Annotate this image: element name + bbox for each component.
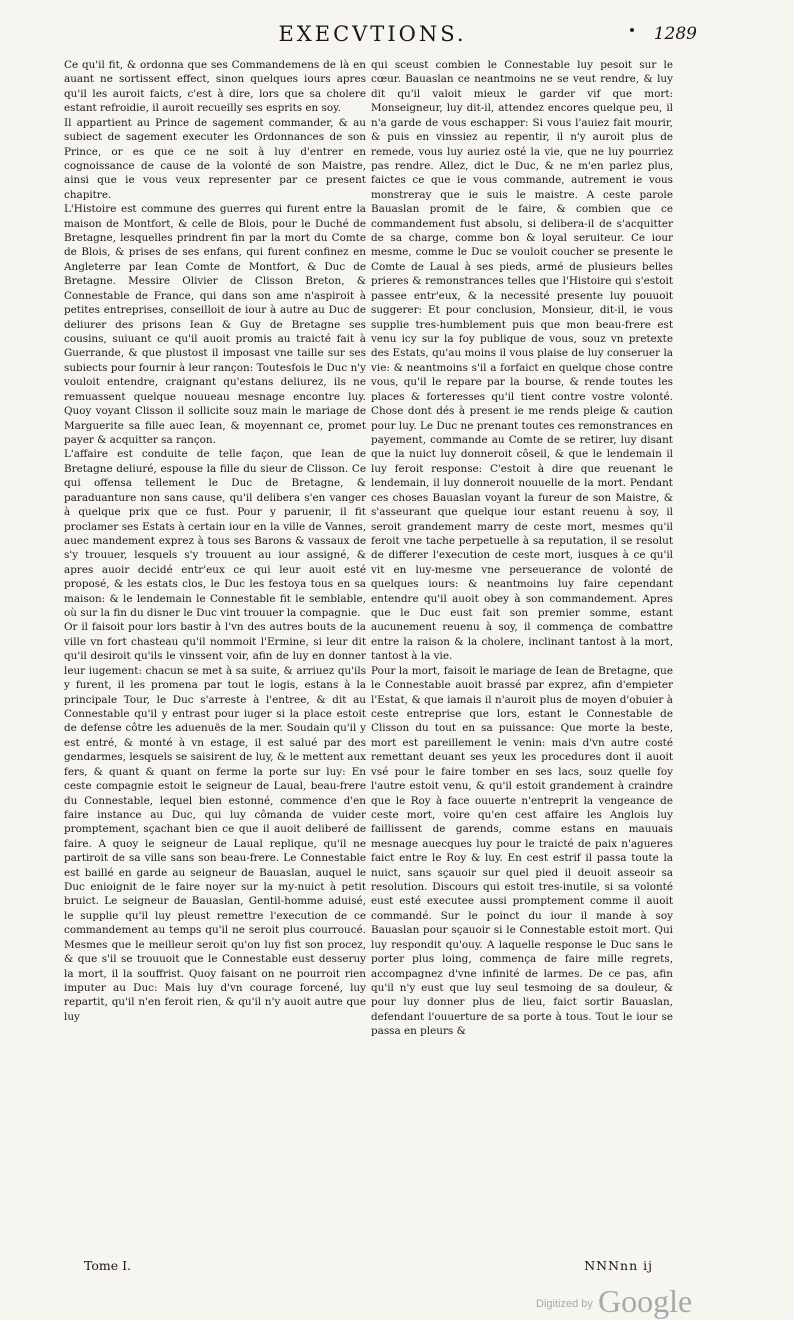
right-column <box>371 58 673 1254</box>
paragraph: Pour la mort, faisoit le mariage de Iean de Bretagne, que le Connestable auoit brassé par exprez, afin d'empieter l'Estat, & que iamais il n'auroit plus de moyen d'obuier à ceste entreprise que lors, estant le Connestable de Clisson du tout en sa puissance: Que morte la beste, mort est pareillement le venin: mais d'vn autre costé remettant deuant ses yeux les procedures dont il auoit vsé pour le faire tomber en ses lacs, souz quelle foy l'autre estoit venu, & qu'il estoit grandement à craindre que le Roy à face ouuerte n'entreprit la vengeance de ceste mort, voire qu'en cest affaire les Anglois luy faillissent de garends, comme estans en mauuais mesnage auecques luy pour le traicté de paix n'agueres faict entre le Roy & luy. En cest estrif il passa toute la nuict, sans sçauoir sur quel pied il deuoit asseoir sa resolution. Discours qui estoit tres-inutile, si sa volonté eust esté executee aussi promptement comme il auoit commandé. Sur le poinct du iour il mande à soy Bauaslan pour sçauoir si le Connestable estoit mort. Qui luy respondit qu'ouy. A laquelle response le Duc sans le porter plus loing, commença de faire mille regrets, accompagnez d'vne infinité de larmes. De ce pas, afin qu'il n'y eust que luy seul tesmoing de sa douleur, & pour luy donner plus de lieu, faict sortir Bauaslan, defendant l'ouuerture de sa porte à tous. Tout le iour se passa en pleurs & <box>371 664 673 1038</box>
google-logo: Google <box>598 1283 693 1319</box>
page-footer <box>64 1258 673 1278</box>
volume-label: Tome I. <box>84 1258 132 1273</box>
page-number: 1289 <box>653 24 697 44</box>
signature-mark: NNNnn ij <box>584 1258 653 1273</box>
paragraph: Il appartient au Prince de sagement commander, & au subiect de sagement executer les Ordonnances de son Prince, or es que ce ne soit à luy d'entrer en cognoissance de cause de la volonté de son Maistre, ainsi que ie vous veux representer par ce present chapitre. <box>64 116 366 201</box>
page-header <box>60 22 697 54</box>
paragraph: qui sceust combien le Connestable luy pesoit sur le cœur. Bauaslan ce neantmoins ne se veut rendre, & luy dit qu'il valoit mieux le garder vif que mort: Monseigneur, luy dit-il, attendez encores quelque peu, il n'a garde de vous eschapper: Si vous l'auiez fait mourir, & puis en vinssiez au repentir, il n'y auroit plus de remede, vous luy auriez osté la vie, que ne luy pourriez pas rendre. Allez, dict le Duc, & ne m'en parlez plus, faictes ce que ie vous commande, autrement ie vous monstreray que ie suis le maistre. A ceste parole Bauaslan promit de le faire, & combien que ce commandement fust absolu, si delibera-il de s'acquitter de sa charge, comme bon & loyal seruiteur. Ce iour mesme, comme le Duc se vouloit coucher se presente le Comte de Laual à ses pieds, armé de plusieurs belles prieres & remonstrances telles que l'Histoire qui s'estoit passee entr'eux, & la necessité presente luy pouuoit suggerer: Et pour conclusion, Monsieur, dit-il, ie vous supplie tres-humblement puis que mon beau-frere est venu icy sur la foy publique de vous, souz vn pretexte des Estats, qu'au moins il vous plaise de luy conseruer la vie: & neantmoins s'il a forfaict en quelque chose contre vous, qu'il le repare par la bourse, & rende toutes les places & forteresses qu'il tient contre vostre volonté. Chose dont dés à present ie me rends pleige & caution pour luy. Le Duc ne prenant toutes ces remonstrances en payement, commande au Comte de se retirer, luy disant que la nuict luy donneroit côseil, & que le lendemain il luy feroit response: C'estoit à dire que reuenant le lendemain, il luy donneroit nouuelle de la mort. Pendant ces choses Bauaslan voyant la fureur de son Maistre, & s'asseurant que quelque iour estant reuenu à soy, il seroit grandement marry de ceste mort, mesmes qu'il feroit vne tache perpetuelle à sa reputation, il se resolut de differer l'execution de ceste mort, iusques à ce qu'il vit en luy-mesme vne perseuerance de volonté de quelques iours: & neantmoins luy faire cependant entendre qu'il auoit obey à son commandement. Apres que le Duc eust fait son premier somme, estant aucunement reuenu à soy, il commença de combattre entre la raison & la cholere, inclinant tantost à la mort, tantost à la vie. <box>371 59 673 663</box>
ink-dot <box>630 28 634 32</box>
paragraph: Or il faisoit pour lors bastir à l'vn des autres bouts de la ville vn fort chasteau qu'il nommoit l'Ermine, si leur dit qu'il desiroit qu'ils le vinssent voir, afin de luy en donner leur iugement: chacun se met à sa suite, & arriuez qu'ils y furent, il les promena par tout le logis, estans à la principale Tour, le Duc s'arreste à l'entree, & dit au Connestable qu'il y entrast pour iuger si la place estoit de defense côtre les aduenuës de la mer. Soudain qu'il y est entré, & monté à vn estage, il est salué par des gendarmes, lesquels se saisirent de luy, & le mettent aux fers, & quant & quant on ferme la porte sur luy: En ceste compagnie estoit le seigneur de Laual, beau-frere du Connestable, lequel bien estonné, commence d'en faire instance au Duc, qui luy cômanda de vuider promptement, sçachant bien ce que il auoit deliberé de faire. A quoy le seigneur de Laual replique, qu'il ne partiroit de sa ville sans son beau-frere. Le Connestable est baillé en garde au seigneur de Bauaslan, auquel le Duc enioignit de le faire noyer sur la my-nuict à petit bruict. Le seigneur de Bauaslan, Gentil-homme aduisé, le supplie qu'il luy pleust remettre l'execution de ce commandement au temps qu'il ne seroit plus courroucé. Mesmes que le meilleur seroit qu'on luy fist son procez, & que s'il se trouuoit que le Connestable eust desseruy la mort, il la souffrist. Quoy faisant on ne pourroit rien imputer au Duc: Mais luy d'vn courage forcené, luy repartit, qu'il n'en feroit rien, & qu'il n'y auoit autre que luy <box>64 621 366 1023</box>
left-column <box>64 58 366 1254</box>
paragraph: L'affaire est conduite de telle façon, que Iean de Bretagne deliuré, espouse la fille du sieur de Clisson. Ce qui offensa tellement le Duc de Bretagne, & paraduanture non sans cause, qu'il delibera s'en vanger à quelque prix que ce fust. Pour y paruenir, il fit proclamer ses Estats à certain iour en la ville de Vannes, auec mandement exprez à tous ses Barons & vassaux de s'y trouuer, lesquels s'y trouuent au iour assigné, & apres auoir decidé entr'eux ce qui leur auoit esté proposé, & les estats clos, le Duc les festoya tous en sa maison: & le lendemain le Connestable fit le semblable, où sur la fin du disner le Duc vint trouuer la compagnie. <box>64 448 366 620</box>
paragraph: Ce qu'il fit, & ordonna que ses Commandemens de là en auant ne sortissent effect, sinon quelques iours apres qu'il les auroit faicts, c'est à dire, lors que sa cholere estant refroidie, il auroit recueilly ses esprits en soy. <box>64 59 366 115</box>
digitized-watermark <box>536 1276 736 1319</box>
paragraph: L'Histoire est commune des guerres qui furent entre la maison de Montfort, & celle de Blois, pour le Duché de Bretagne, lesquelles prindrent fin par la mort du Comte de Blois, & prises de ses enfans, qui furent confinez en Angleterre par Iean Comte de Montfort, & Duc de Bretagne. Messire Olivier de Clisson Breton, & Connestable de France, qui dans son ame n'aspiroit à petites entreprises, conseilloit de iour à autre au Duc de deliurer des prisons Iean & Guy de Bretagne ses cousins, suiuant ce qu'il auoit promis au traicté fait à Guerrande, & que plustost il imposast vne taille sur ses subiects pour fournir à leur rançon: Toutesfois le Duc n'y vouloit entendre, craignant qu'estans deliurez, ils ne remuassent quelque nouueau mesnage encontre luy. Quoy voyant Clisson il sollicite souz main le mariage de Marguerite sa fille auec Iean, & moyennant ce, promet payer & acquitter sa rançon. <box>64 203 366 446</box>
running-title: EXECVTIONS. <box>278 22 467 46</box>
watermark-prefix: Digitized by <box>536 1298 593 1310</box>
